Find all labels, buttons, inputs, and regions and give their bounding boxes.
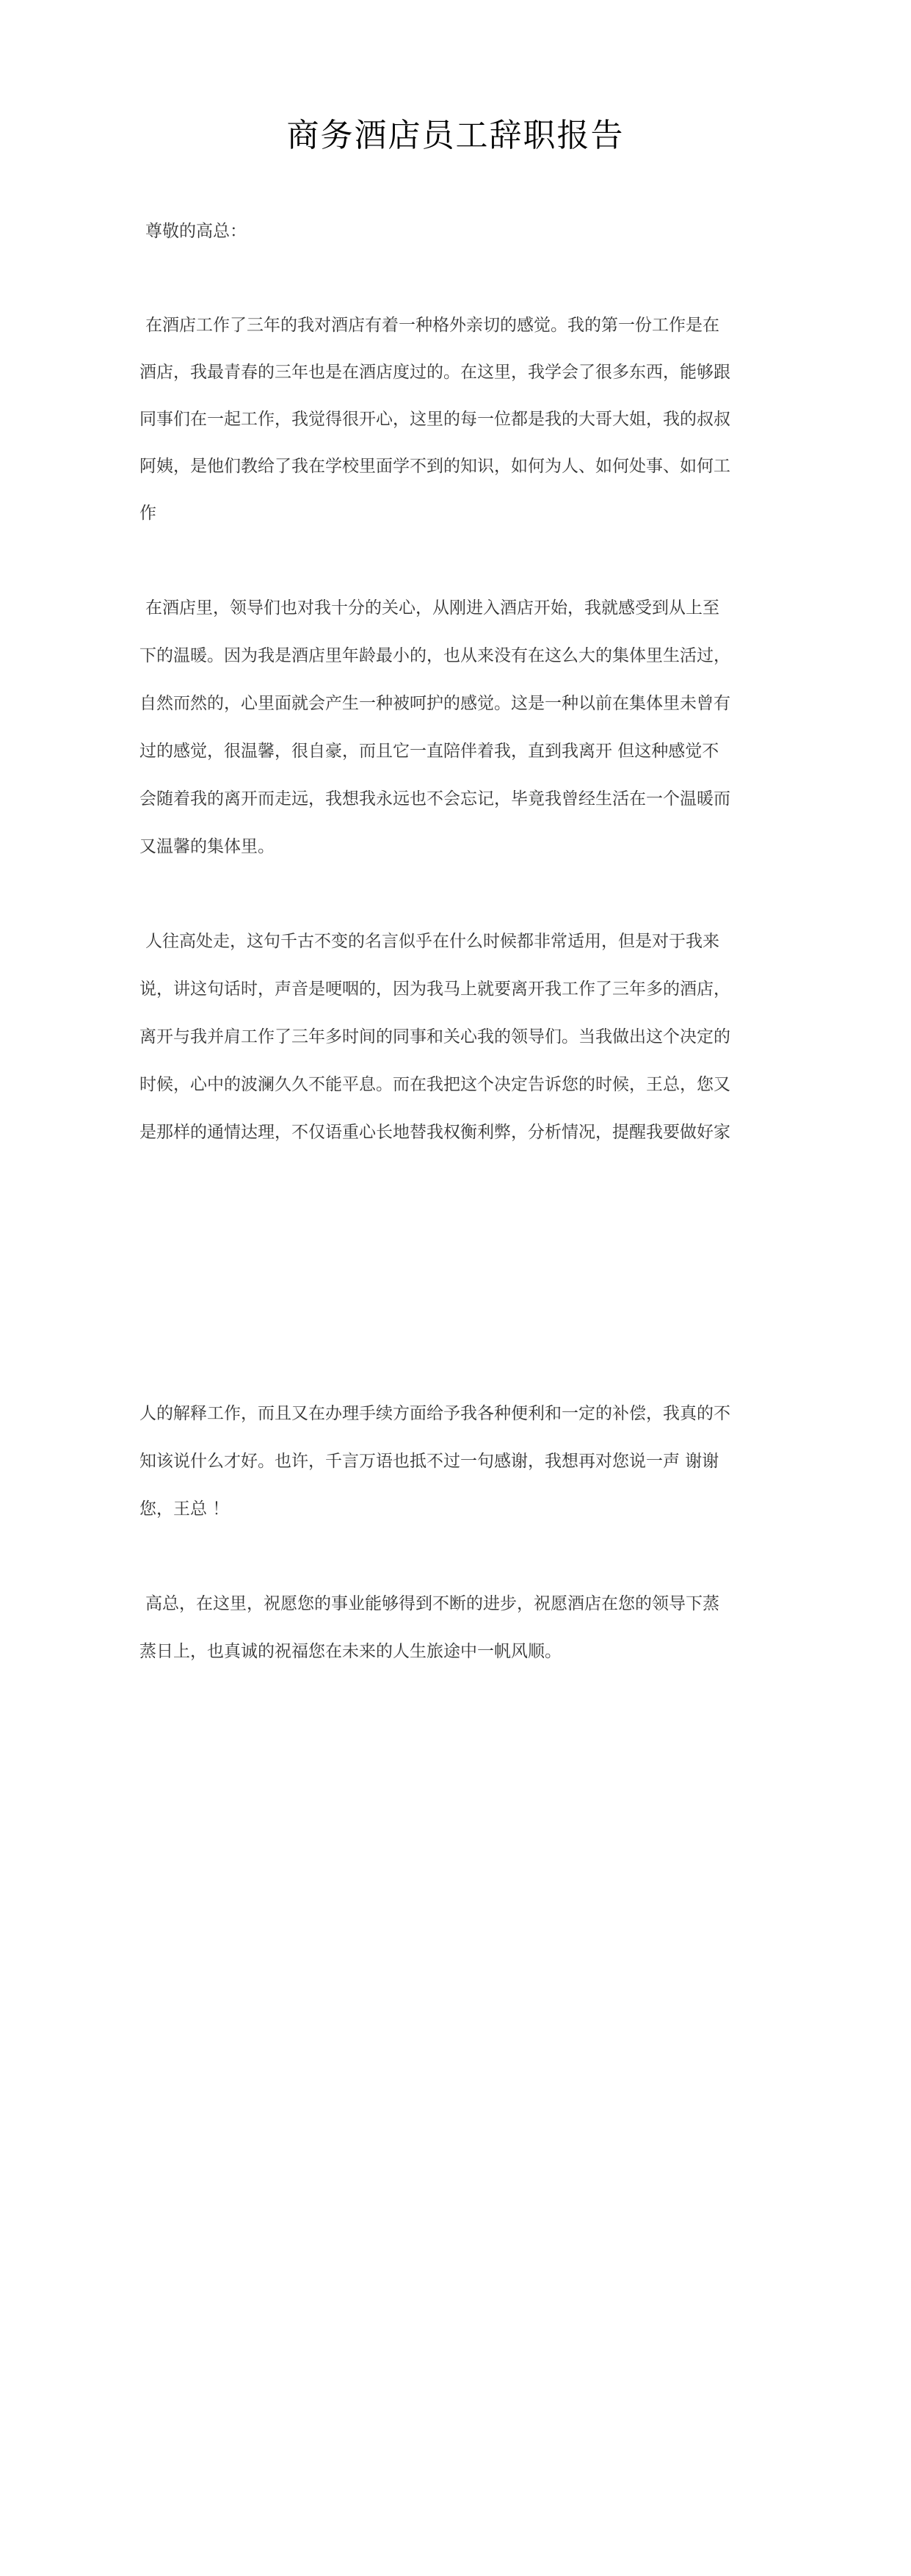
document-title: 商务酒店员工辞职报告 <box>286 117 625 154</box>
paragraph-line: 同事们在一起工作，我觉得很开心，这里的每一位都是我的大哥大姐，我的叔叔 <box>139 410 730 429</box>
paragraph-line: 人往高处走，这句千古不变的名言似乎在什么时候都非常适用，但是对于我来 <box>145 932 719 951</box>
paragraph-line: 知该说什么才好。也许，千言万语也抵不过一句感谢，我想再对您说一声 谢谢 <box>139 1452 719 1471</box>
paragraph-line: 会随着我的离开而走远，我想我永远也不会忘记，毕竟我曾经生活在一个温暖而 <box>139 789 730 808</box>
paragraph-line: 时候，心中的波澜久久不能平息。而在我把这个决定告诉您的时候，王总，您又 <box>139 1075 730 1094</box>
paragraph-line: 您，王总 ！ <box>139 1499 230 1519</box>
paragraph-line: 自然而然的，心里面就会产生一种被呵护的感觉。这是一种以前在集体里未曾有 <box>139 694 730 713</box>
paragraph-line: 说，讲这句话时，声音是哽咽的，因为我马上就要离开我工作了三年多的酒店， <box>139 980 730 999</box>
paragraph-line: 是那样的通情达理，不仅语重心长地替我权衡利弊，分析情况，提醒我要做好家 <box>139 1123 730 1142</box>
paragraph-line: 作 <box>139 504 156 523</box>
salutation: 尊敬的高总： <box>145 222 247 241</box>
paragraph-line: 离开与我并肩工作了三年多时间的同事和关心我的领导们。当我做出这个决定的 <box>139 1027 730 1046</box>
paragraph-line: 高总，在这里，祝愿您的事业能够得到不断的进步，祝愿酒店在您的领导下蒸 <box>145 1594 719 1613</box>
paragraph-line: 在酒店工作了三年的我对酒店有着一种格外亲切的感觉。我的第一份工作是在 <box>145 316 719 335</box>
paragraph-line: 在酒店里，领导们也对我十分的关心，从刚进入酒店开始，我就感受到从上至 <box>145 598 719 618</box>
paragraph-line: 蒸日上，也真诚的祝福您在未来的人生旅途中一帆风顺。 <box>139 1642 562 1661</box>
paragraph-line: 人的解释工作，而且又在办理手续方面给予我各种便利和一定的补偿，我真的不 <box>139 1404 730 1423</box>
paragraph-line: 过的感觉，很温馨，很自豪，而且它一直陪伴着我，直到我离开 但这种感觉不 <box>139 742 719 761</box>
paragraph-line: 又温馨的集体里。 <box>139 837 275 856</box>
paragraph-line: 下的温暖。因为我是酒店里年龄最小的，也从来没有在这么大的集体里生活过， <box>139 646 730 665</box>
paragraph-line: 酒店，我最青春的三年也是在酒店度过的。在这里，我学会了很多东西，能够跟 <box>139 363 730 382</box>
paragraph-line: 阿姨，是他们教给了我在学校里面学不到的知识，如何为人、如何处事、如何工 <box>139 457 730 476</box>
